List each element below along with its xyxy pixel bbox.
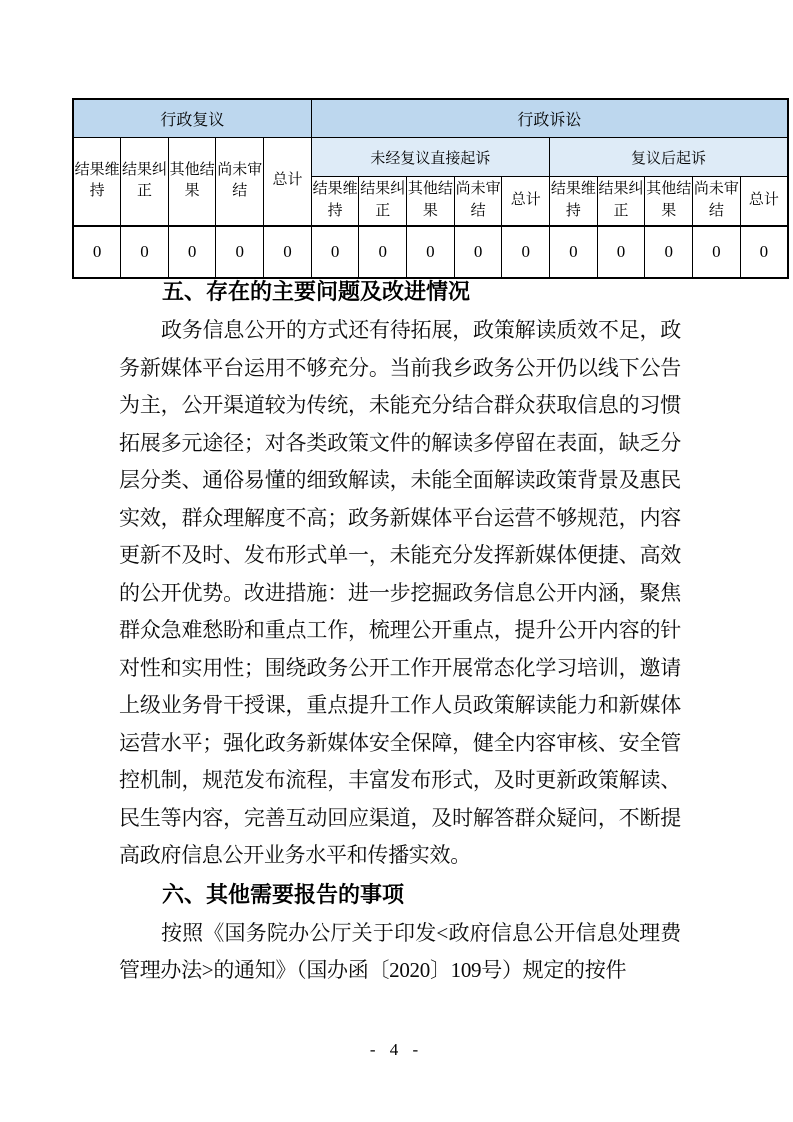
table-col-header: 其他结果 — [645, 177, 693, 226]
table-subheader-direct-suit: 未经复议直接起诉 — [311, 138, 549, 177]
table-value-cell: 0 — [454, 226, 502, 278]
table-value-cell: 0 — [550, 226, 598, 278]
table-col-header: 其他结果 — [407, 177, 455, 226]
table-col-header: 结果维持 — [73, 138, 121, 226]
table-value-cell: 0 — [502, 226, 550, 278]
table-col-header: 尚未审结 — [693, 177, 741, 226]
table-col-header: 结果纠正 — [359, 177, 407, 226]
table-col-header: 尚未审结 — [454, 177, 502, 226]
table-subheader-row — [73, 138, 788, 177]
table-value-cell: 0 — [597, 226, 645, 278]
table-value-cell: 0 — [311, 226, 359, 278]
table-value-cell: 0 — [359, 226, 407, 278]
table-col-header: 其他结果 — [168, 138, 216, 226]
table-header-litigation: 行政诉讼 — [311, 99, 788, 138]
table-value-cell: 0 — [693, 226, 741, 278]
table-col-header: 总计 — [502, 177, 550, 226]
table-value-cell: 0 — [645, 226, 693, 278]
table-col-header: 结果维持 — [550, 177, 598, 226]
table-col-header: 结果纠正 — [121, 138, 169, 226]
table-col-header: 尚未审结 — [216, 138, 264, 226]
table-col-header: 总计 — [740, 177, 788, 226]
document-body — [119, 272, 681, 990]
table-value-cell: 0 — [121, 226, 169, 278]
table-value-cell: 0 — [740, 226, 788, 278]
table-value-cell: 0 — [73, 226, 121, 278]
table-value-cell: 0 — [216, 226, 264, 278]
table-data-row — [73, 226, 788, 278]
table-col-header: 结果纠正 — [597, 177, 645, 226]
table-col-header: 总计 — [264, 138, 312, 226]
table-value-cell: 0 — [407, 226, 455, 278]
table-value-cell: 0 — [264, 226, 312, 278]
table-subheader-after-review-suit: 复议后起诉 — [550, 138, 788, 177]
statistics-table — [72, 98, 789, 279]
table-top-header-row — [73, 99, 788, 138]
section-five-paragraph: 政务信息公开的方式还有待拓展，政策解读质效不足，政务新媒体平台运用不够充分。当前我乡政务公开仍以线下公告为主，公开渠道较为传统，未能充分结合群众获取信息的习惯拓展多元途径；对各类政策文件的解读多停留在表面，缺乏分层分类、通俗易懂的细致解读，未能全面解读政策背景及惠民实效，群众理解度不高；政务新媒体平台运营不够规范，内容更新不及时、发布形式单一，未能充分发挥新媒体便捷、高效的公开优势。改进措施：进一步挖掘政务信息公开内涵，聚焦群众急难愁盼和重点工作，梳理公开重点，提升公开内容的针对性和实用性；围绕政务公开工作开展常态化学习培训，邀请上级业务骨干授课，重点提升工作人员政策解读能力和新媒体运营水平；强化政务新媒体安全保障，健全内容审核、安全管控机制，规范发布流程，丰富发布形式，及时更新政策解读、民生等内容，完善互动回应渠道，及时解答群众疑问，不断提高政府信息公开业务水平和传播实效。 — [119, 318, 681, 867]
page-number: - 4 - — [369, 1040, 424, 1059]
table-col-header: 结果维持 — [311, 177, 359, 226]
section-heading-five: 五、存在的主要问题及改进情况 — [162, 279, 471, 304]
table-header-reconsideration: 行政复议 — [73, 99, 311, 138]
section-heading-six: 六、其他需要报告的事项 — [162, 881, 405, 907]
table-value-cell: 0 — [168, 226, 216, 278]
section-six-paragraph: 按照《国务院办公厅关于印发<政府信息公开信息处理费管理办法>的通知》（国办函〔2020〕109号）规定的按件 — [119, 920, 681, 982]
